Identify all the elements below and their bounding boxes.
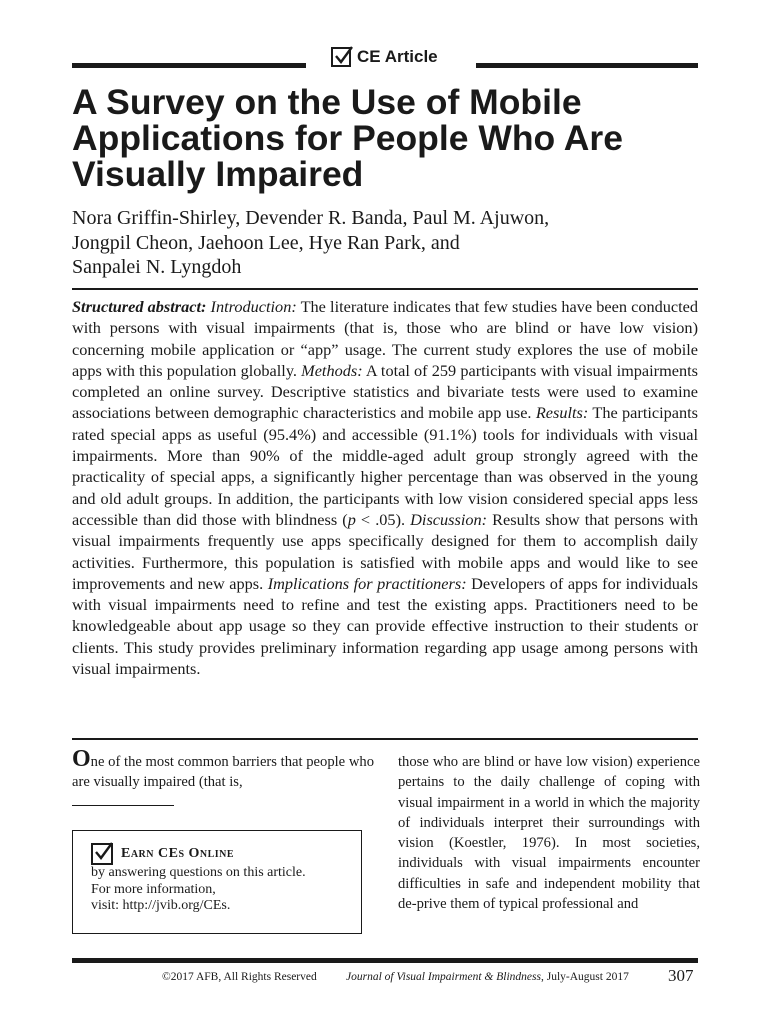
results-text: The participants rated special apps as useful (95.4%) and accessible (91.1%) tools for individuals with visual impairments. More than 90% of the middle-aged adult group strongly agreed with the practicality of special apps, a significantly higher percentage than was observed in the young and old adult groups. In addition, the participants with low vision considered special apps less accessible than did those with blindness (: [72, 403, 698, 529]
implications-label: Implications for practitioners:: [267, 573, 467, 593]
header-rule-right: [476, 63, 698, 68]
body-text-left: ne of the most common barriers that people who are visually impaired (that is,: [72, 754, 374, 791]
body-text-right: those who are blind or have low vision) experience pertains to the daily challenge of coping with visual impairment in a world in which the majority of individuals interpret their surroundings with vision (Koestler, 1976). In most societies, individuals with visual impairments encounter difficulties in safe and independent mobility that de-prive them of typical professional and: [398, 754, 700, 913]
article-title: A Survey on the Use of Mobile Applications for People Who Are Visually Impaired: [72, 82, 623, 194]
abstract-label: Structured abstract:: [72, 297, 207, 316]
footer-rule: [72, 958, 698, 963]
earn-ce-line: For more information,: [91, 881, 216, 897]
body-column-left: [72, 746, 374, 793]
page-number: 307: [668, 966, 694, 985]
earn-ce-box: [72, 830, 362, 934]
structured-abstract: [72, 296, 698, 679]
header-rule-left: [72, 63, 306, 68]
copyright: ©2017 AFB, All Rights Reserved: [162, 971, 317, 983]
author-list: [72, 206, 712, 280]
abstract-top-rule: [72, 288, 698, 290]
footnote-rule: [72, 805, 174, 806]
drop-cap: O: [72, 746, 91, 772]
abstract-bottom-rule: [72, 738, 698, 740]
methods-text: A total of 259 participants with visual impairments completed an online survey. Descriptive statistics and bivariate tests were used to examine associations between demographic characteristics and mobile app use.: [72, 360, 698, 423]
results-label: Results:: [535, 403, 589, 423]
checkbox-icon: [331, 47, 351, 67]
author-line: Jongpil Cheon, Jaehoon Lee, Hye Ran Park, and: [72, 231, 460, 254]
journal-title: Journal of Visual Impairment & Blindness: [346, 971, 541, 983]
methods-label: Methods:: [301, 360, 363, 380]
introduction-label: Introduction:: [210, 297, 297, 316]
earn-ce-title: Earn CEs Online: [121, 845, 235, 861]
introduction-text: The literature indicates that few studies have been conducted with persons with visual impairments (that is, those who are blind or have low vision) concerning mobile application or “app” usage. The current study explores the use of mobile apps with this population globally.: [72, 297, 698, 380]
ce-article-label: [331, 47, 438, 67]
discussion-text: Results show that persons with visual impairments frequently use apps specifically designed for them to accomplish daily activities. Furthermore, this population is satisfied with mobile apps and would like to see improvements and new apps.: [72, 509, 698, 593]
checkbox-icon: [91, 843, 113, 865]
ce-article-header: [0, 47, 770, 77]
results-text-end: < .05).: [355, 509, 411, 529]
implications-text: Developers of apps for individuals with visual impairments need to refine and test the existing apps. Practitioners need to be knowledgeable about app usage so they can provide effective instruction to their students or clients. This study provides preliminary information regarding app usage among persons with visual impairments.: [72, 573, 698, 679]
journal-issue: , July-August 2017: [540, 971, 629, 983]
earn-ce-line: by answering questions on this article.: [91, 865, 306, 880]
article-type: CE Article: [357, 47, 438, 66]
p-value-symbol: p: [347, 509, 356, 529]
author-line: Nora Griffin-Shirley, Devender R. Banda, Paul M. Ajuwon,: [72, 207, 550, 229]
journal-citation: [346, 971, 629, 983]
body-column-right: [398, 752, 700, 914]
author-line: Sanpalei N. Lyngdoh: [72, 256, 242, 278]
discussion-label: Discussion:: [410, 509, 488, 529]
page-footer: [0, 966, 770, 990]
earn-ce-heading: [91, 843, 361, 865]
earn-ce-link[interactable]: visit: http://jvib.org/CEs.: [91, 898, 231, 913]
